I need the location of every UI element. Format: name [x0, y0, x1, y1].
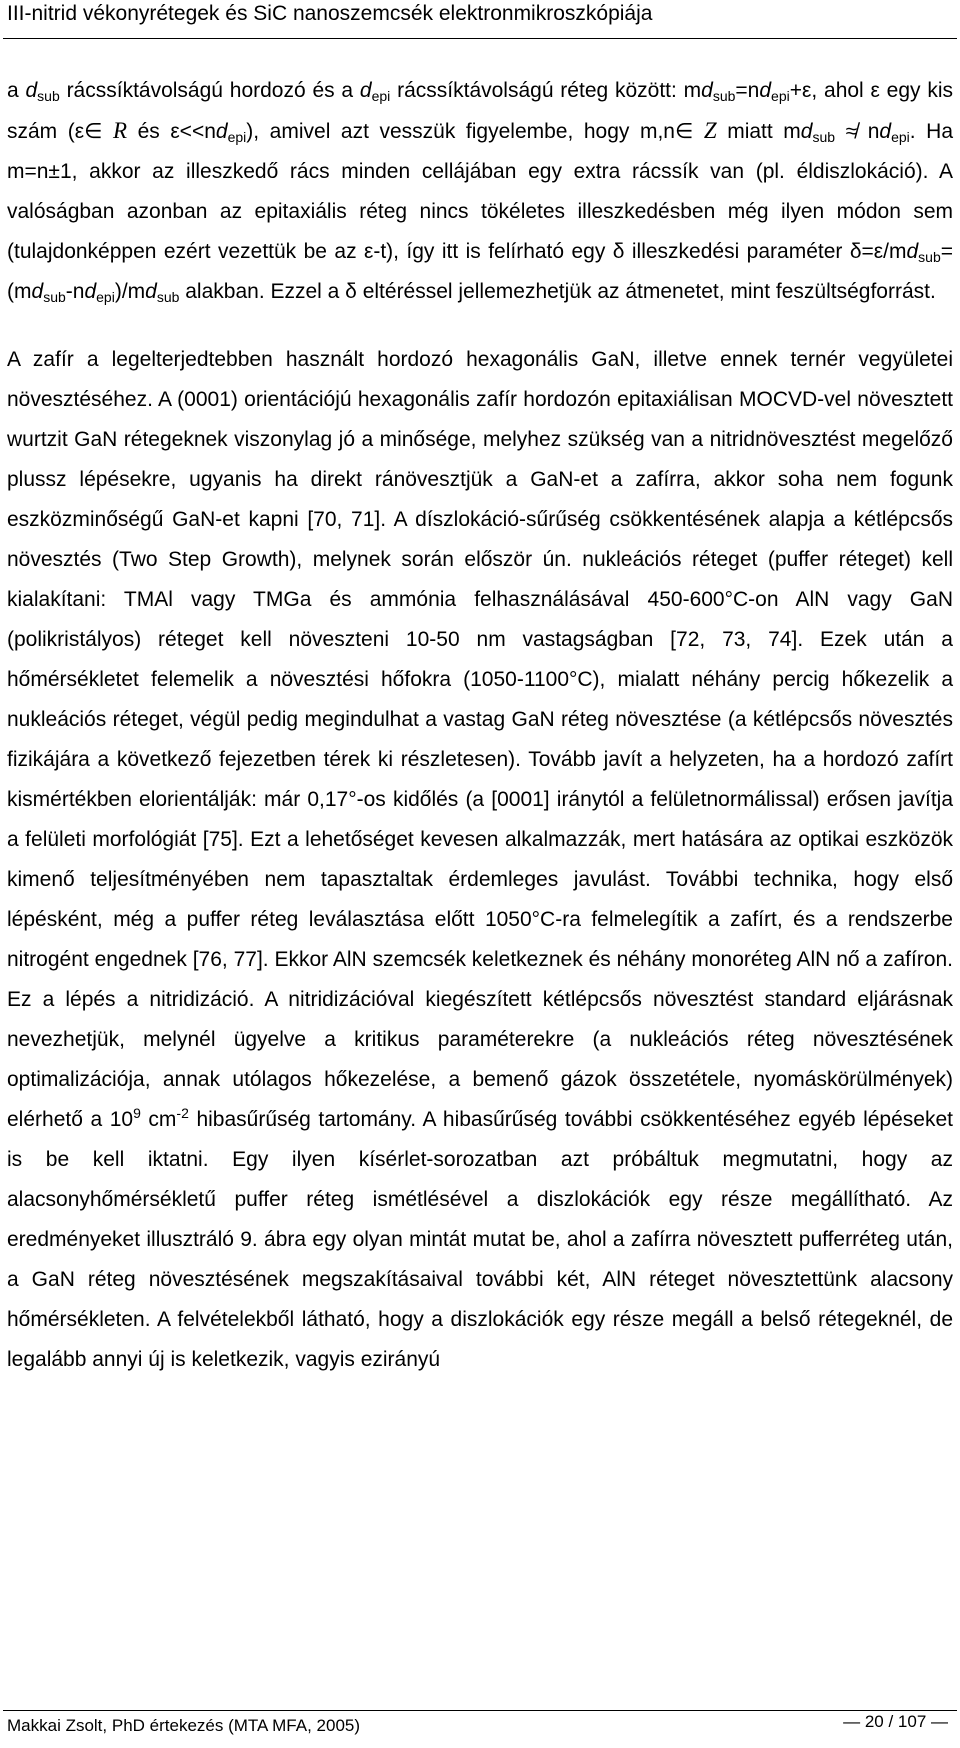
- symbol-d: d: [359, 79, 372, 102]
- text-run: rácssíktávolságú réteg között: m: [397, 79, 702, 102]
- symbol-d: d: [31, 280, 44, 303]
- subscript-epi: epi: [371, 88, 391, 104]
- subscript-sub: sub: [918, 249, 941, 265]
- text-run: a: [7, 79, 26, 102]
- footer-author: Makkai Zsolt, PhD értekezés (MTA MFA, 2005): [7, 1716, 361, 1735]
- subscript-epi: epi: [891, 129, 910, 145]
- subscript-epi: epi: [771, 88, 790, 104]
- text-run: hibasűrűség tartomány. A hibasűrűség további csökkentéséhez egyéb lépéseket is be kell iktatni. Egy ilyen kísérlet-sorozatban azt próbáltuk megmutatni, hogy az alacsonyhőmérsékletű puffer réteg ismétlésével a diszlokációk egy része megállítható. Az eredményeket illusztráló 9. ábra egy olyan mintát mutat be, ahol a zafírra növesztett pufferréteg után, a GaN réteg növesztésének megszakításaival további két, AlN réteget növesztettünk alacsony hőmérsékleten. A felvételekből látható, hogy a diszlokációk egy része megáll a belső rétegeknél, de legalább annyi új is keletkezik, vagyis ezirányú: [7, 1108, 953, 1371]
- paragraph-lattice-mismatch: [7, 71, 953, 312]
- text-run: . Ha m=n±1, akkor az illeszkedő rács minden cellájában egy extra rácssík van (pl. éldiszlokáció). A valóságban azonban az epitaxiális réteg nincs tökéletes illeszkedésben még ilyen módon sem (tulajdonképpen ezért vezettük be az ε-t), így itt is felírható egy δ illeszkedési paraméter δ=ε/m: [7, 120, 954, 263]
- symbol-d: d: [800, 120, 813, 143]
- text-run: ≉ n: [835, 120, 880, 143]
- subscript-epi: epi: [227, 129, 247, 145]
- symbol-d: d: [906, 240, 919, 263]
- page-header: [7, 0, 953, 40]
- symbol-d: d: [879, 120, 892, 143]
- text-run: cm: [140, 1108, 177, 1131]
- text-run: miatt m: [727, 120, 801, 143]
- subscript-sub: sub: [712, 88, 736, 104]
- text-run: -n: [65, 280, 85, 303]
- text-run: =n: [735, 79, 760, 102]
- subscript-sub: sub: [43, 289, 66, 305]
- paragraph-sapphire-growth: [7, 340, 953, 1380]
- superscript-exponent: 9: [133, 1105, 141, 1121]
- symbol-d: d: [84, 280, 97, 303]
- subscript-sub: sub: [156, 289, 180, 305]
- text-run: )/m: [114, 280, 146, 303]
- subscript-sub: sub: [37, 88, 60, 104]
- text-run: rácssíktávolságú hordozó és a: [66, 79, 360, 102]
- text-run: és ε<<n: [127, 120, 216, 143]
- text-run: alakban. Ezzel a δ eltéréssel jellemezhetjük az átmenetet, mint feszültségforrást.: [179, 280, 936, 303]
- superscript-exponent: -2: [176, 1105, 189, 1121]
- running-title: III-nitrid vékonyrétegek és SiC nanoszemcsék elektronmikroszkópiája: [7, 2, 653, 25]
- integers-symbol: Z: [703, 118, 717, 143]
- text-run: A zafír a legelterjedtebben használt hordozó hexagonális GaN, illetve ennek ternér vegyületei növesztéséhez. A (0001) orientációjú hexagonális zafír hordozón epitaxiálisan MOCVD-vel növesztett wurtzit GaN rétegeknek viszonylag jó a minősége, melyhez szükség van a nitridnövesztést megelőző plussz lépésekre, ugyanis ha direkt ránövesztjük a GaN-et a zafírra, akkor soha nem fogunk eszközminőségű GaN-et kapni [70, 71]. A díszlokáció-sűrűség csökkentésének alapja a kétlépcsős növesztés (Two Step Growth), melynek során először ún. nukleációs réteget (puffer réteget) kell kialakítani: TMAl vagy TMGa és ammónia felhasználásával 450-600°C-on AlN vagy GaN (polikristályos) réteget kell növeszteni 10-50 nm vastagságban [72, 73, 74]. Ezek után a hőmérsékletet felemelik a növesztési hőfokra (1050-1100°C), mialatt néhány percig hőkezelik a nukleációs réteget, végül pedig megindulhat a vastag GaN réteg növesztése (a kétlépcsős növesztés fizikájára a következő fejezetben térek ki részletesen). Tovább javít a helyzeten, ha a hordozó zafírt kismértékben elorientálják: már 0,17°-os kidőlés (a [0001] iránytól a felületnormálissal) erősen javítja a felületi morfológiát [75]. Ezt a lehetőséget kevesen alkalmazzák, mert hatására az optikai eszközök kimenő teljesítményében nem tapasztaltak érdemleges javulást. További technika, hogy első lépésként, még a puffer réteg leválasztása előtt 1050°C-ra felmelegítik a zafírt, és a rendszerbe nitrogént engednek [76, 77]. Ekkor AlN szemcsék keletkeznek és néhány monoréteg AlN nő a zafíron. Ez a lépés a nitridizáció. A nitridizációval kiegészített kétlépcsős növesztést standard eljárásnak nevezhetjük, melynél ügyelve a kritikus paraméterekre (a nukleációs réteg növesztésének optimalizációja, annak utólagos hőkezelése, a bemenő gázok összetétele, nyomáskörülmények) elérhető a 10: [7, 348, 953, 1131]
- text-run: +ε,: [789, 79, 818, 102]
- symbol-d: d: [701, 79, 713, 102]
- symbol-d: d: [25, 79, 38, 102]
- text-run: ), amivel azt vesszük figyelembe, hogy m,n∈: [246, 120, 704, 143]
- footer-divider: [3, 1710, 957, 1711]
- subscript-epi: epi: [96, 289, 115, 305]
- symbol-d: d: [215, 120, 228, 143]
- text-run: =(m: [7, 240, 953, 303]
- real-numbers-symbol: R: [112, 118, 128, 143]
- page-number: — 20 / 107 —: [843, 1712, 948, 1731]
- header-divider: [3, 38, 957, 39]
- symbol-d: d: [145, 280, 157, 303]
- subscript-sub: sub: [812, 129, 836, 145]
- symbol-d: d: [759, 79, 772, 102]
- text-run: ahol ε egy kis szám (ε∈: [7, 79, 954, 143]
- page-body: [7, 71, 953, 1380]
